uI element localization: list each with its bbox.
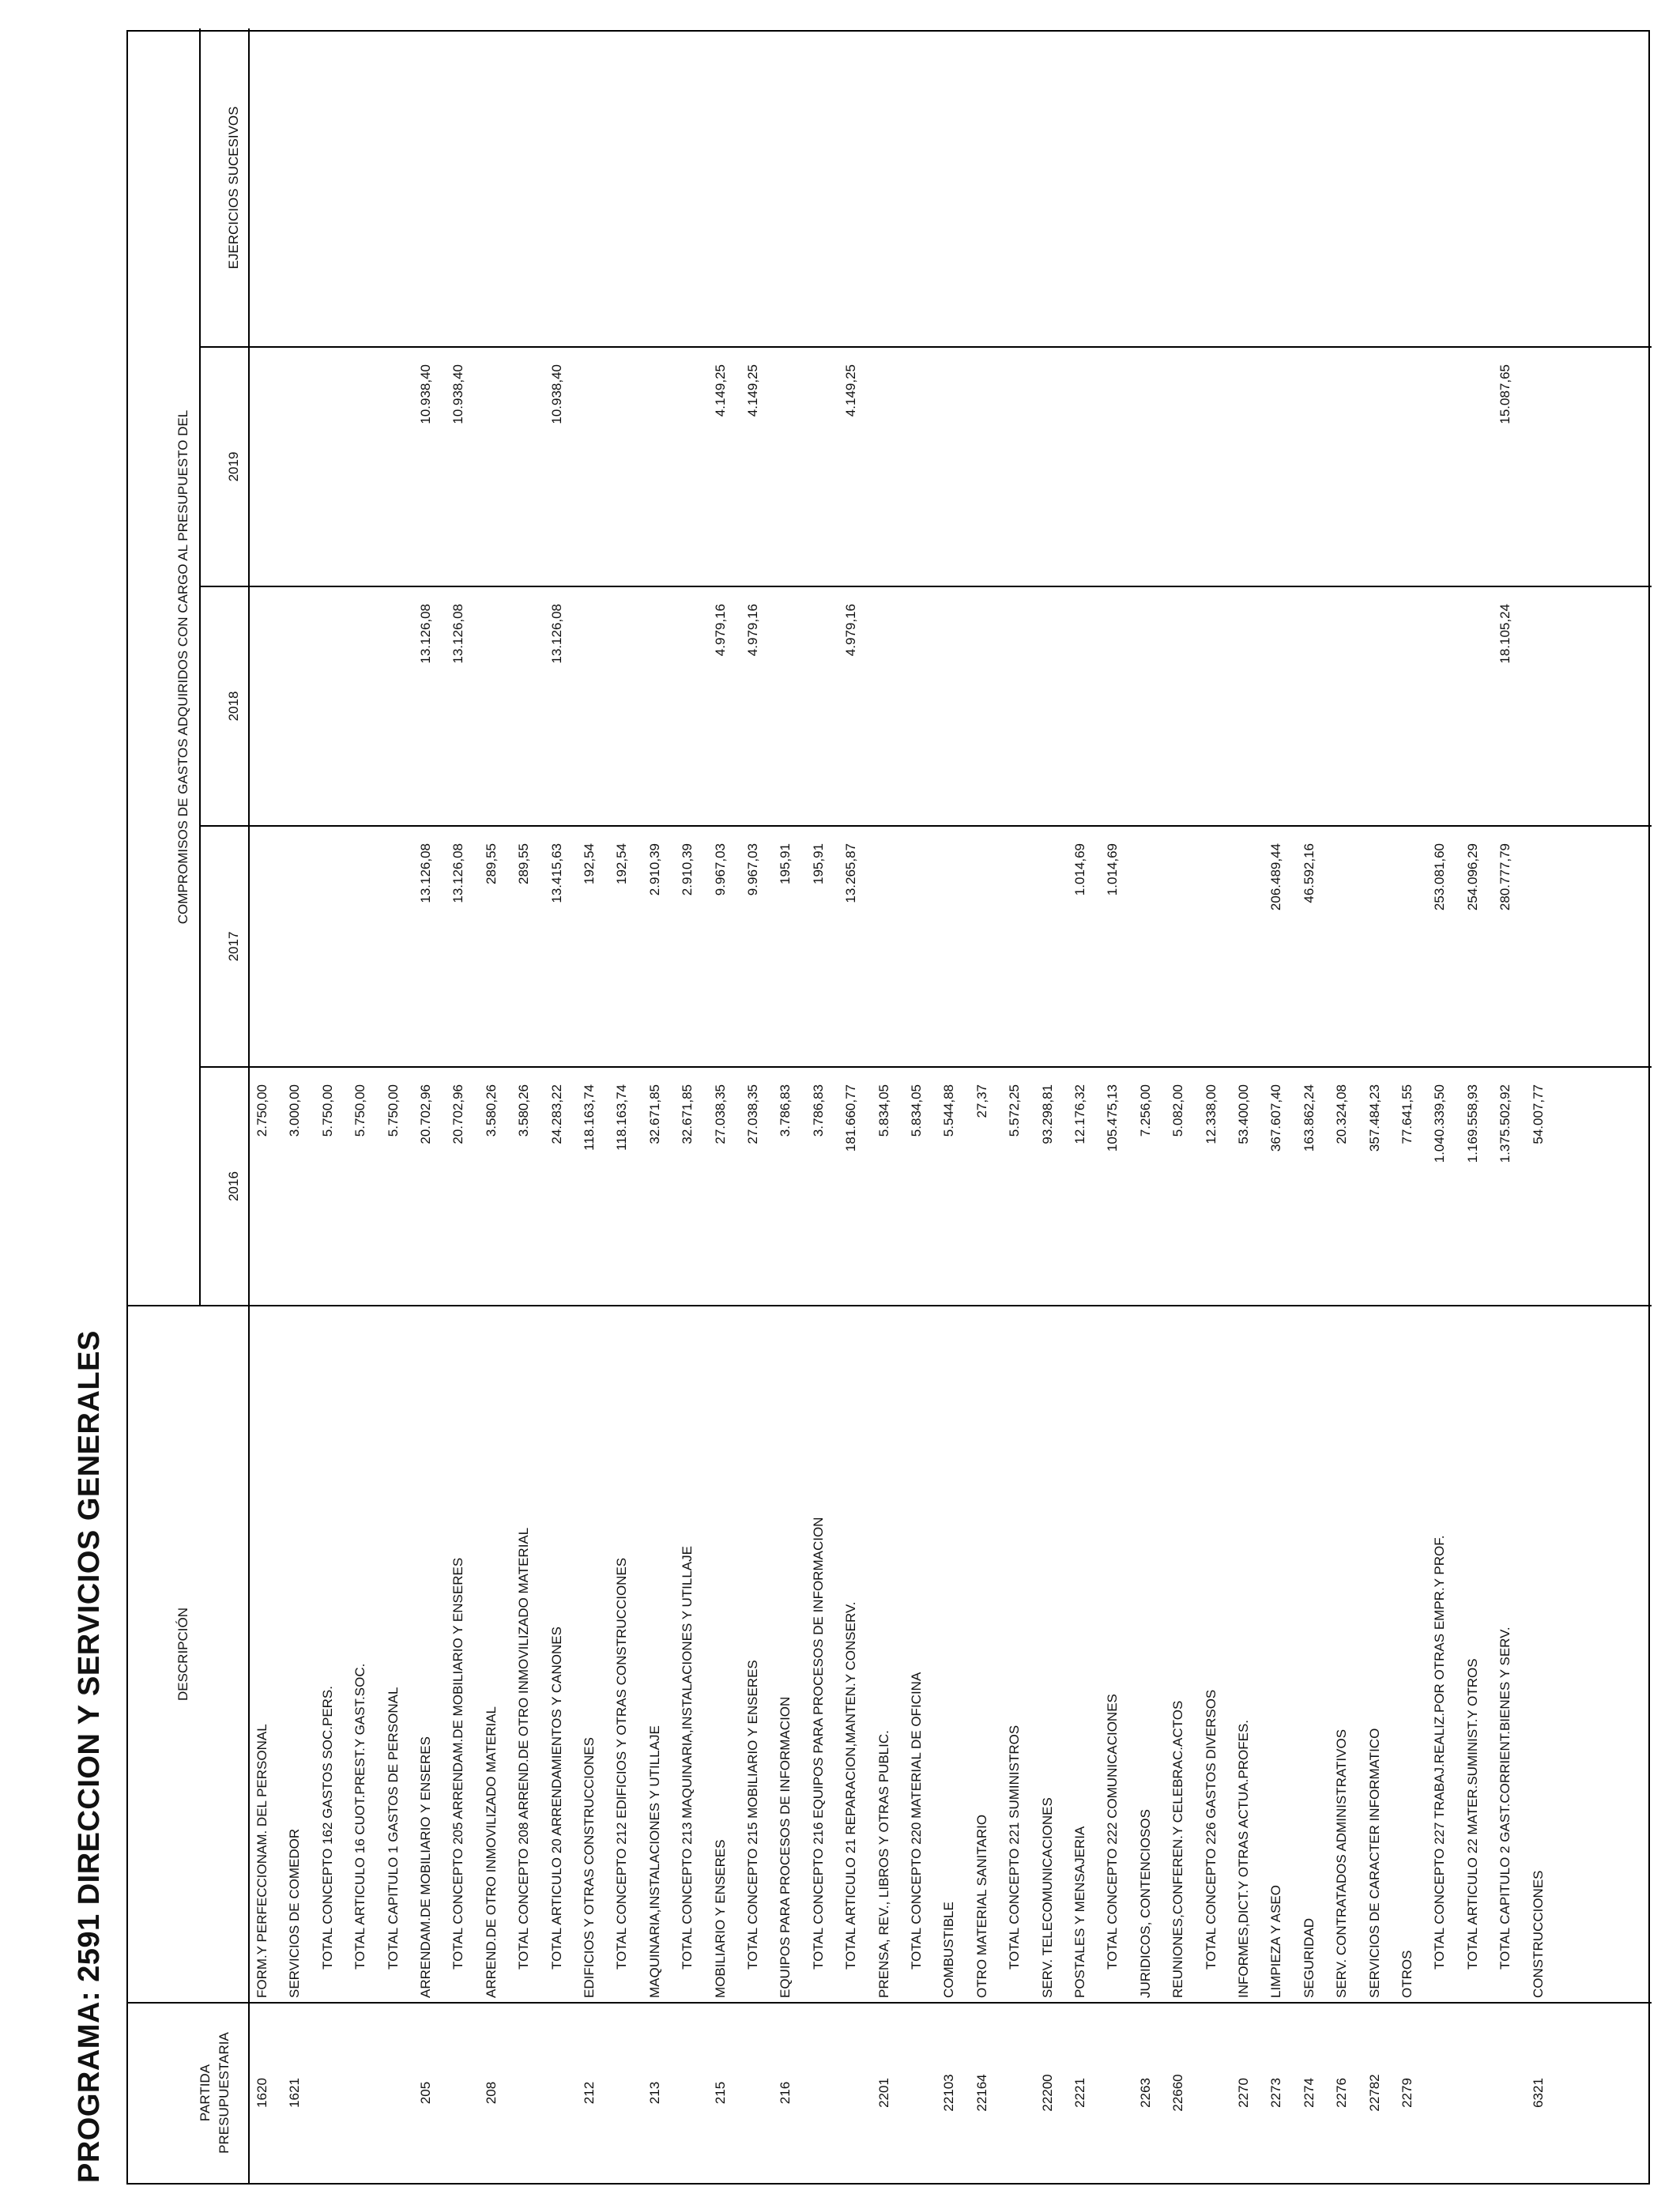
row-description: POSTALES Y MENSAJERIA xyxy=(1072,1826,1087,1998)
row-amount-2016: 163.862,24 xyxy=(1301,1084,1317,1152)
row-amount-2016: 118.163,74 xyxy=(582,1084,597,1151)
row-description: LIMPIEZA Y ASEO xyxy=(1268,1885,1284,1998)
row-amount-2016: 3.580,26 xyxy=(483,1084,499,1137)
row-amount-2016: 32.671,85 xyxy=(680,1084,695,1144)
row-amount-2016: 32.671,85 xyxy=(646,1084,662,1144)
row-code: 2276 xyxy=(1334,2078,1350,2108)
row-amount-2018: 4.979,16 xyxy=(745,604,760,657)
row-code: 2270 xyxy=(1236,2078,1251,2108)
row-description: TOTAL CONCEPTO 220 MATERIAL DE OFICINA xyxy=(909,1672,924,1970)
header-year: 2017 xyxy=(226,931,241,962)
row-amount-2016: 1.169.558,93 xyxy=(1464,1084,1480,1163)
row-amount-2018: 13.126,08 xyxy=(450,604,466,664)
row-description: OTROS xyxy=(1399,1950,1414,1998)
row-description: FORM.Y PERFECCIONAM. DEL PERSONAL xyxy=(254,1724,269,1998)
row-amount-2016: 93.298,81 xyxy=(1039,1084,1055,1144)
row-amount-2016: 7.256,00 xyxy=(1137,1084,1153,1137)
row-description: JURIDICOS, CONTENCIOSOS xyxy=(1137,1809,1153,1998)
year-column-border xyxy=(199,346,1652,348)
row-code: 2201 xyxy=(876,2078,891,2108)
row-description: TOTAL ARTICULO 16 CUOT.PREST.Y GAST.SOC. xyxy=(352,1663,368,1970)
budget-table xyxy=(126,30,1650,2185)
row-amount-2017: 13.126,08 xyxy=(418,843,433,903)
row-amount-2017: 289,55 xyxy=(483,843,499,884)
row-description: CONSTRUCCIONES xyxy=(1530,1870,1546,1998)
row-amount-2016: 1.375.502,92 xyxy=(1497,1084,1513,1163)
row-description: TOTAL CONCEPTO 215 MOBILIARIO Y ENSERES xyxy=(745,1660,760,1970)
row-code: 216 xyxy=(778,2081,793,2105)
row-amount-2019: 4.149,25 xyxy=(712,364,728,417)
row-description: ARRENDAM.DE MOBILIARIO Y ENSERES xyxy=(418,1736,433,1998)
row-description: SERVICIOS DE CARACTER INFORMATICO xyxy=(1366,1728,1382,1998)
row-description: TOTAL CONCEPTO 205 ARRENDAM.DE MOBILIARIO Y ENSERES xyxy=(450,1557,466,1970)
row-description: COMBUSTIBLE xyxy=(941,1902,957,1998)
row-amount-2016: 2.750,00 xyxy=(254,1084,269,1137)
row-code: 205 xyxy=(418,2081,433,2105)
row-description: TOTAL CONCEPTO 213 MAQUINARIA,INSTALACIONES Y UTILLAJE xyxy=(680,1546,695,1970)
row-code: 208 xyxy=(483,2081,499,2105)
row-description: TOTAL CONCEPTO 212 EDIFICIOS Y OTRAS CONSTRUCCIONES xyxy=(614,1557,630,1970)
row-amount-2017: 9.967,03 xyxy=(712,843,728,896)
row-code: 6321 xyxy=(1530,2078,1546,2108)
row-amount-2019: 4.149,25 xyxy=(843,364,859,417)
row-code: 212 xyxy=(582,2081,597,2105)
row-description: TOTAL CONCEPTO 227 TRABAJ.REALIZ.POR OTRAS EMPR.Y PROF. xyxy=(1432,1535,1448,1970)
row-description: TOTAL CONCEPTO 208 ARREND.DE OTRO INMOVILIZADO MATERIAL xyxy=(516,1527,532,1970)
row-code: 22164 xyxy=(974,2074,989,2112)
row-description: ARREND.DE OTRO INMOVILIZADO MATERIAL xyxy=(483,1706,499,1998)
row-amount-2016: 20.702,96 xyxy=(450,1084,466,1144)
row-amount-2018: 4.979,16 xyxy=(843,604,859,657)
row-amount-2017: 13.265,87 xyxy=(843,843,859,903)
row-amount-2017: 13.126,08 xyxy=(450,843,466,903)
row-amount-2016: 5.572,25 xyxy=(1007,1084,1023,1137)
row-description: TOTAL ARTICULO 21 REPARACION,MANTEN.Y CONSERV. xyxy=(843,1601,859,1970)
page-title: PROGRAMA: 2591 DIRECCION Y SERVICIOS GENERALES xyxy=(73,1330,106,2183)
row-amount-2018: 18.105,24 xyxy=(1497,604,1513,664)
row-amount-2016: 12.176,32 xyxy=(1072,1084,1087,1144)
row-amount-2016: 5.750,00 xyxy=(385,1084,401,1137)
row-description: TOTAL CONCEPTO 216 EQUIPOS PARA PROCESOS DE INFORMACION xyxy=(810,1517,826,1970)
row-amount-2017: 195,91 xyxy=(778,843,793,884)
row-code: 22200 xyxy=(1039,2074,1055,2112)
row-amount-2017: 206.489,44 xyxy=(1268,843,1284,911)
row-amount-2016: 357.484,23 xyxy=(1366,1084,1382,1152)
row-amount-2016: 5.834,05 xyxy=(909,1084,924,1137)
row-description: TOTAL ARTICULO 22 MATER.SUMINIST.Y OTROS xyxy=(1464,1658,1480,1970)
row-amount-2017: 253.081,60 xyxy=(1432,843,1448,911)
row-code: 22782 xyxy=(1366,2074,1382,2112)
header-partida: PARTIDA xyxy=(198,2064,213,2122)
row-code: 2274 xyxy=(1301,2078,1317,2108)
row-description: SERVICIOS DE COMEDOR xyxy=(287,1828,303,1998)
row-amount-2016: 12.338,00 xyxy=(1203,1084,1219,1144)
row-amount-2016: 5.834,05 xyxy=(876,1084,891,1137)
row-amount-2016: 5.750,00 xyxy=(319,1084,335,1137)
row-description: MOBILIARIO Y ENSERES xyxy=(712,1839,728,1998)
row-amount-2016: 367.607,40 xyxy=(1268,1084,1284,1152)
row-amount-2017: 280.777,79 xyxy=(1497,843,1513,911)
row-amount-2016: 5.544,88 xyxy=(941,1084,957,1137)
row-amount-2018: 13.126,08 xyxy=(548,604,564,664)
row-description: TOTAL CAPITULO 1 GASTOS DE PERSONAL xyxy=(385,1687,401,1970)
header-year: 2019 xyxy=(226,451,241,482)
row-code: 22660 xyxy=(1170,2074,1186,2112)
row-amount-2016: 20.324,08 xyxy=(1334,1084,1350,1144)
row-amount-2017: 192,54 xyxy=(582,843,597,884)
row-amount-2017: 1.014,69 xyxy=(1072,843,1087,896)
row-amount-2019: 10.938,40 xyxy=(418,364,433,424)
row-amount-2016: 181.660,77 xyxy=(843,1084,859,1152)
header-bottom-border xyxy=(248,28,250,2183)
header-ejercicios-sucesivos: EJERCICIOS SUCESIVOS xyxy=(226,106,241,270)
row-amount-2017: 1.014,69 xyxy=(1105,843,1121,896)
row-amount-2019: 15.087,65 xyxy=(1497,364,1513,424)
row-amount-2016: 27.038,35 xyxy=(745,1084,760,1144)
row-amount-2016: 24.283,22 xyxy=(548,1084,564,1144)
year-column-border xyxy=(199,825,1652,827)
row-description: SERV. CONTRATADOS ADMINISTRATIVOS xyxy=(1334,1728,1350,1998)
row-code: 2273 xyxy=(1268,2078,1284,2108)
row-description: PRENSA, REV., LIBROS Y OTRAS PUBLIC. xyxy=(876,1730,891,1998)
row-amount-2016: 3.000,00 xyxy=(287,1084,303,1137)
row-amount-2016: 3.786,83 xyxy=(778,1084,793,1137)
row-amount-2017: 46.592,16 xyxy=(1301,843,1317,903)
row-amount-2018: 4.979,16 xyxy=(712,604,728,657)
row-amount-2019: 4.149,25 xyxy=(745,364,760,417)
row-amount-2017: 9.967,03 xyxy=(745,843,760,896)
row-amount-2018: 13.126,08 xyxy=(418,604,433,664)
row-description: TOTAL CONCEPTO 221 SUMINISTROS xyxy=(1007,1725,1023,1970)
header-descripcion: DESCRIPCIÓN xyxy=(175,1607,190,1702)
row-description: SERV. TELECOMUNICACIONES xyxy=(1039,1797,1055,1998)
row-description: REUNIONES,CONFEREN.Y CELEBRAC.ACTOS xyxy=(1170,1700,1186,1998)
row-amount-2016: 5.082,00 xyxy=(1170,1084,1186,1137)
row-code: 22103 xyxy=(941,2074,957,2112)
row-amount-2016: 27.038,35 xyxy=(712,1084,728,1144)
year-column-border xyxy=(199,586,1652,587)
row-amount-2016: 53.400,00 xyxy=(1236,1084,1251,1144)
row-description: OTRO MATERIAL SANITARIO xyxy=(974,1814,989,1998)
row-amount-2016: 3.786,83 xyxy=(810,1084,826,1137)
row-description: TOTAL CONCEPTO 162 GASTOS SOC.PERS. xyxy=(319,1686,335,1970)
row-code: 213 xyxy=(646,2081,662,2105)
row-amount-2017: 2.910,39 xyxy=(680,843,695,896)
header-compromisos: COMPROMISOS DE GASTOS ADQUIRIDOS CON CARGO AL PRESUPUESTO DEL xyxy=(175,409,190,925)
row-amount-2016: 27,37 xyxy=(974,1084,989,1118)
row-amount-2016: 1.040.339,50 xyxy=(1432,1084,1448,1163)
row-description: INFORMES,DICT.Y OTRAS ACTUA.PROFES. xyxy=(1236,1719,1251,1998)
header-year: 2016 xyxy=(226,1171,241,1201)
row-code: 2221 xyxy=(1072,2078,1087,2108)
row-description: SEGURIDAD xyxy=(1301,1917,1317,1998)
row-amount-2016: 118.163,74 xyxy=(614,1084,630,1151)
row-description: TOTAL ARTICULO 20 ARRENDAMIENTOS Y CANONES xyxy=(548,1627,564,1970)
row-amount-2019: 10.938,40 xyxy=(450,364,466,424)
row-amount-2016: 105.475,13 xyxy=(1105,1084,1121,1152)
row-amount-2016: 5.750,00 xyxy=(352,1084,368,1137)
row-amount-2017: 192,54 xyxy=(614,843,630,884)
row-amount-2016: 3.580,26 xyxy=(516,1084,532,1137)
row-amount-2016: 54.007,77 xyxy=(1530,1084,1546,1144)
row-code: 1621 xyxy=(287,2078,303,2108)
row-amount-2016: 77.641,55 xyxy=(1399,1084,1414,1144)
row-description: TOTAL CAPITULO 2 GAST.CORRIENT.BIENES Y SERV. xyxy=(1497,1627,1513,1970)
row-code: 1620 xyxy=(254,2078,269,2108)
row-amount-2017: 13.415,63 xyxy=(548,843,564,903)
row-description: TOTAL CONCEPTO 226 GASTOS DIVERSOS xyxy=(1203,1689,1219,1970)
row-amount-2017: 2.910,39 xyxy=(646,843,662,896)
row-amount-2017: 289,55 xyxy=(516,843,532,884)
row-amount-2017: 195,91 xyxy=(810,843,826,884)
row-description: EDIFICIOS Y OTRAS CONSTRUCCIONES xyxy=(582,1737,597,1998)
row-description: TOTAL CONCEPTO 222 COMUNICACIONES xyxy=(1105,1694,1121,1970)
row-amount-2019: 10.938,40 xyxy=(548,364,564,424)
header-presupuestaria: PRESUPUESTARIA xyxy=(217,2032,232,2154)
header-year: 2018 xyxy=(226,691,241,722)
row-code: 2279 xyxy=(1399,2078,1414,2108)
row-amount-2017: 254.096,29 xyxy=(1464,843,1480,911)
row-description: EQUIPOS PARA PROCESOS DE INFORMACION xyxy=(778,1696,793,1998)
row-description: MAQUINARIA,INSTALACIONES Y UTILLAJE xyxy=(646,1725,662,1998)
row-code: 215 xyxy=(712,2081,728,2105)
header-divider xyxy=(199,28,201,1306)
row-code: 2263 xyxy=(1137,2078,1153,2108)
row-amount-2016: 20.702,96 xyxy=(418,1084,433,1144)
